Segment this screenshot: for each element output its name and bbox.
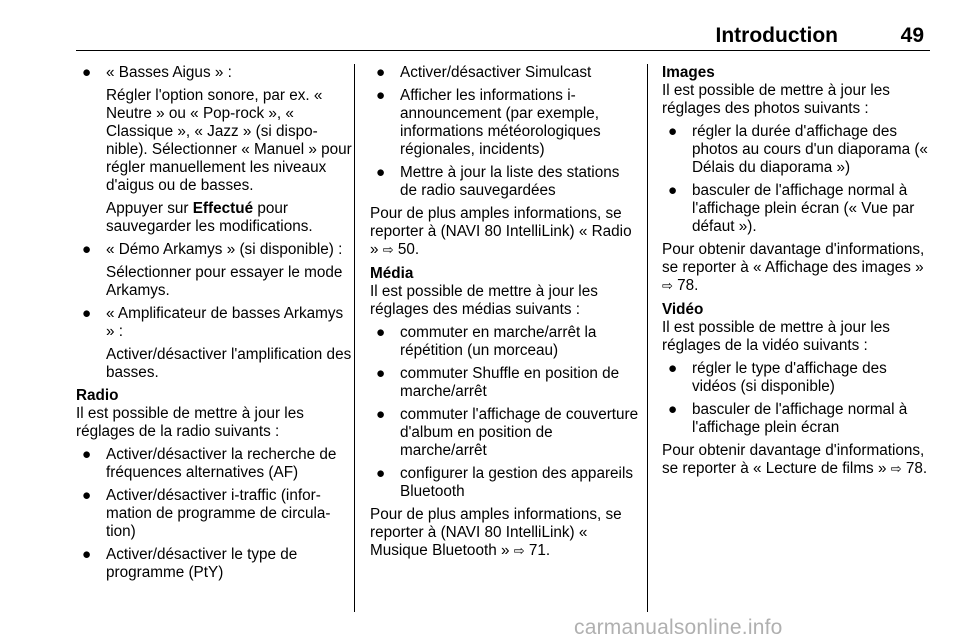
media-section — [370, 265, 640, 501]
page-title: Introduction — [715, 24, 838, 47]
page-reference-arrow-icon: ⇨ — [382, 243, 394, 258]
column-2 — [370, 64, 640, 566]
bullet-icon: ● — [82, 241, 92, 258]
bullet-icon: ● — [376, 64, 386, 81]
section-heading: Vidéo — [662, 301, 704, 318]
bullet-icon: ● — [82, 305, 92, 322]
video-settings-list — [662, 360, 932, 437]
list-item: ● basculer de l'affichage normal à l'affichage plein écran — [668, 401, 908, 436]
section-heading: Radio — [76, 387, 119, 404]
bullet-icon: ● — [376, 465, 386, 482]
bullet-icon: ● — [82, 487, 92, 504]
bullet-icon: ● — [668, 401, 678, 418]
images-section — [662, 64, 932, 296]
list-item — [76, 64, 354, 236]
page-reference-arrow-icon: ⇨ — [513, 544, 525, 559]
page-reference-link[interactable]: 50. — [397, 241, 420, 258]
item-text: Activer/désactiver l'amplification des basses. — [106, 346, 352, 381]
bullet-icon: ● — [376, 164, 386, 181]
list-item: ● Activer/désactiver le type de programme (PtY) — [82, 546, 298, 581]
bullet-icon: ● — [82, 446, 92, 463]
page-header — [76, 22, 930, 51]
bullet-icon: ● — [82, 64, 92, 81]
list-item: ● configurer la gestion des appareils Bluetooth — [376, 465, 633, 500]
column-1 — [76, 64, 354, 587]
cross-reference: Pour de plus amples informations, se reporter à (NAVI 80 IntelliLink) « Radio » ⇨ 50. — [370, 205, 632, 258]
item-label: « Démo Arkamys » (si disponible) : — [106, 241, 343, 258]
section-intro: Il est possible de mettre à jour les réglages des médias suivants : — [370, 283, 598, 318]
sound-settings-list — [76, 64, 354, 382]
page-number: 49 — [900, 24, 924, 47]
list-item — [76, 241, 354, 300]
bullet-icon: ● — [668, 360, 678, 377]
radio-section — [76, 387, 354, 582]
list-item: ● basculer de l'affichage normal à l'affichage plein écran (« Vue par défaut »). — [668, 182, 915, 235]
cross-reference: Pour obtenir davantage d'informations, se reporter à « Lecture de films » ⇨ 78. — [662, 442, 928, 477]
list-item: ● régler la durée d'affichage des photos au cours d'un diaporama (« Délais du diaporama ») — [668, 123, 928, 176]
bullet-icon: ● — [376, 365, 386, 382]
column-3 — [662, 64, 932, 484]
images-settings-list — [662, 123, 932, 236]
list-item: ● Activer/désactiver la recherche de fréquences alternatives (AF) — [82, 446, 337, 481]
media-settings-list — [370, 324, 640, 501]
section-intro: Il est possible de mettre à jour les réglages de la vidéo suivants : — [662, 319, 890, 354]
bullet-icon: ● — [376, 406, 386, 423]
section-heading: Images — [662, 64, 715, 81]
list-item: ● Mettre à jour la liste des stations de radio sauvegardées — [376, 164, 620, 199]
page-reference-arrow-icon: ⇨ — [890, 462, 902, 477]
item-text: Sélectionner pour essayer le mode Arkamys. — [106, 264, 343, 299]
page-reference-link[interactable]: 78. — [677, 277, 699, 294]
item-label: « Basses Aigus » : — [106, 64, 232, 81]
section-intro: Il est possible de mettre à jour les réglages de la radio suivants : — [76, 405, 304, 440]
bullet-icon: ● — [376, 324, 386, 341]
list-item: ● commuter l'affichage de couverture d'album en position de marche/arrêt — [376, 406, 639, 459]
item-text: Régler l'option sonore, par ex. « Neutre » ou « Pop-rock », « Classique », « Jazz » (si disponible). Sélectionner « Manuel » pour régler manuellement les niveaux d'aigus ou de basses. — [106, 87, 352, 194]
watermark-text: carmanualsonline.info — [574, 616, 783, 639]
list-item: ● Activer/désactiver Simulcast — [376, 64, 592, 81]
bullet-icon: ● — [668, 123, 678, 140]
list-item: ● commuter en marche/arrêt la répétition (un morceau) — [376, 324, 597, 359]
list-item: ● Activer/désactiver i-traffic (information de programme de circulation) — [82, 487, 331, 540]
list-item: ● Afficher les informations i-announcement (par exemple, informations météorologiques régionales, incidents) — [376, 87, 601, 158]
bullet-icon: ● — [82, 546, 92, 563]
column-divider — [647, 64, 648, 612]
item-text: Appuyer sur Effectué pour sauvegarder les modifications. — [106, 200, 313, 235]
video-section — [662, 301, 932, 479]
bullet-icon: ● — [668, 182, 678, 199]
column-divider — [354, 64, 355, 612]
list-item — [76, 305, 354, 382]
item-label: « Amplificateur de basses Arkamys » : — [106, 305, 344, 340]
page-reference-arrow-icon: ⇨ — [662, 279, 673, 294]
list-item: ● régler le type d'affichage des vidéos (si disponible) — [668, 360, 887, 395]
section-heading: Média — [370, 265, 414, 282]
cross-reference: Pour de plus amples informations, se reporter à (NAVI 80 IntelliLink) « Musique Bluetooth » ⇨ 71. — [370, 506, 622, 559]
cross-reference: Pour obtenir davantage d'informations, se reporter à « Affichage des images » ⇨ 78. — [662, 241, 925, 294]
bullet-icon: ● — [376, 87, 386, 104]
page-reference-link[interactable]: 71. — [528, 542, 551, 559]
list-item: ● commuter Shuffle en position de marche/arrêt — [376, 365, 620, 400]
page-reference-link[interactable]: 78. — [905, 460, 928, 477]
radio-settings-list — [76, 446, 354, 582]
bold-term: Effectué — [192, 200, 254, 217]
section-intro: Il est possible de mettre à jour les réglages des photos suivants : — [662, 82, 890, 117]
radio-settings-list-continued — [370, 64, 640, 200]
